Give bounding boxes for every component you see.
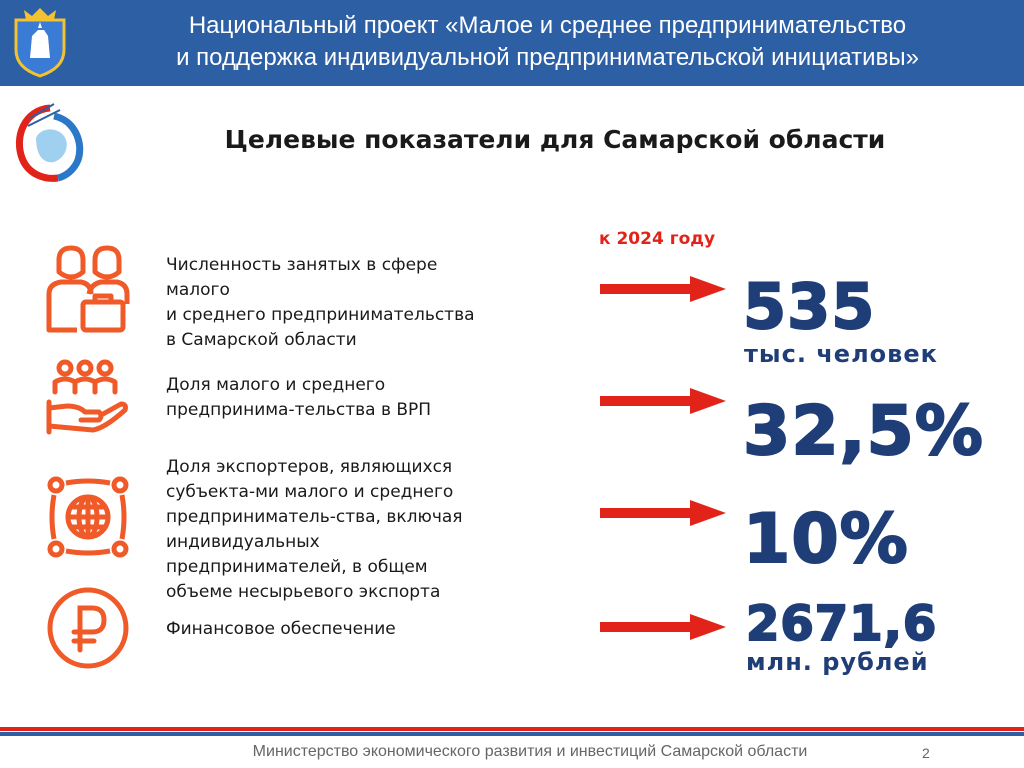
right-arrow-icon <box>600 500 726 526</box>
indicator-description-exporters <box>166 455 463 605</box>
description-line: индивидуальных <box>166 532 320 552</box>
indicator-value-grp-share: 32,5% <box>743 392 984 471</box>
right-arrow-icon <box>600 276 726 302</box>
coat-of-arms-icon <box>10 6 70 78</box>
project-logo-icon <box>10 98 90 186</box>
section-heading: Целевые показатели для Самарской области <box>224 125 886 154</box>
right-arrow-icon <box>600 388 726 414</box>
title-line-2: и поддержка индивидуальной предпринимательской инициативы» <box>176 44 919 71</box>
indicator-description-funding <box>166 617 396 642</box>
indicator-unit-funding: млн. рублей <box>746 648 929 676</box>
indicator-description-employment <box>166 253 475 353</box>
globe-network-icon <box>46 475 130 559</box>
description-line: предприниматель-ства, включая <box>166 507 463 527</box>
stripe-red <box>0 727 1024 731</box>
right-arrow-icon <box>600 614 726 640</box>
indicator-description-grp-share <box>166 373 431 423</box>
indicator-value-funding: 2671,6 <box>746 596 938 652</box>
ruble-icon <box>46 586 130 670</box>
description-line: Доля экспортеров, являющихся <box>166 457 453 477</box>
workers-icon <box>45 244 131 334</box>
description-line: в Самарской области <box>166 330 357 350</box>
page-number: 2 <box>922 745 930 761</box>
stripe-blue <box>0 732 1024 736</box>
header-bar <box>0 0 1024 86</box>
footer-ministry: Министерство экономического развития и инвестиций Самарской области <box>252 743 808 760</box>
page-title <box>80 10 1015 74</box>
description-line: субъекта-ми малого и среднего <box>166 482 454 502</box>
indicator-unit-employment: тыс. человек <box>744 340 938 368</box>
description-line: малого <box>166 280 230 300</box>
description-line: объеме несырьевого экспорта <box>166 582 441 602</box>
description-line: Доля малого и среднего <box>166 375 386 395</box>
description-line: и среднего предпринимательства <box>166 305 475 325</box>
description-line: предпринимателей, в общем <box>166 557 428 577</box>
description-line: Финансовое обеспечение <box>166 619 396 639</box>
hand-people-icon <box>45 358 129 436</box>
indicator-value-employment: 535 <box>743 270 876 343</box>
title-line-1: Национальный проект «Малое и среднее предпринимательство <box>188 12 907 39</box>
description-line: предпринима-тельства в ВРП <box>166 400 432 420</box>
indicator-value-exporters: 10% <box>743 500 909 579</box>
description-line: Численность занятых в сфере <box>166 255 438 275</box>
year-label: к 2024 году <box>599 229 716 249</box>
